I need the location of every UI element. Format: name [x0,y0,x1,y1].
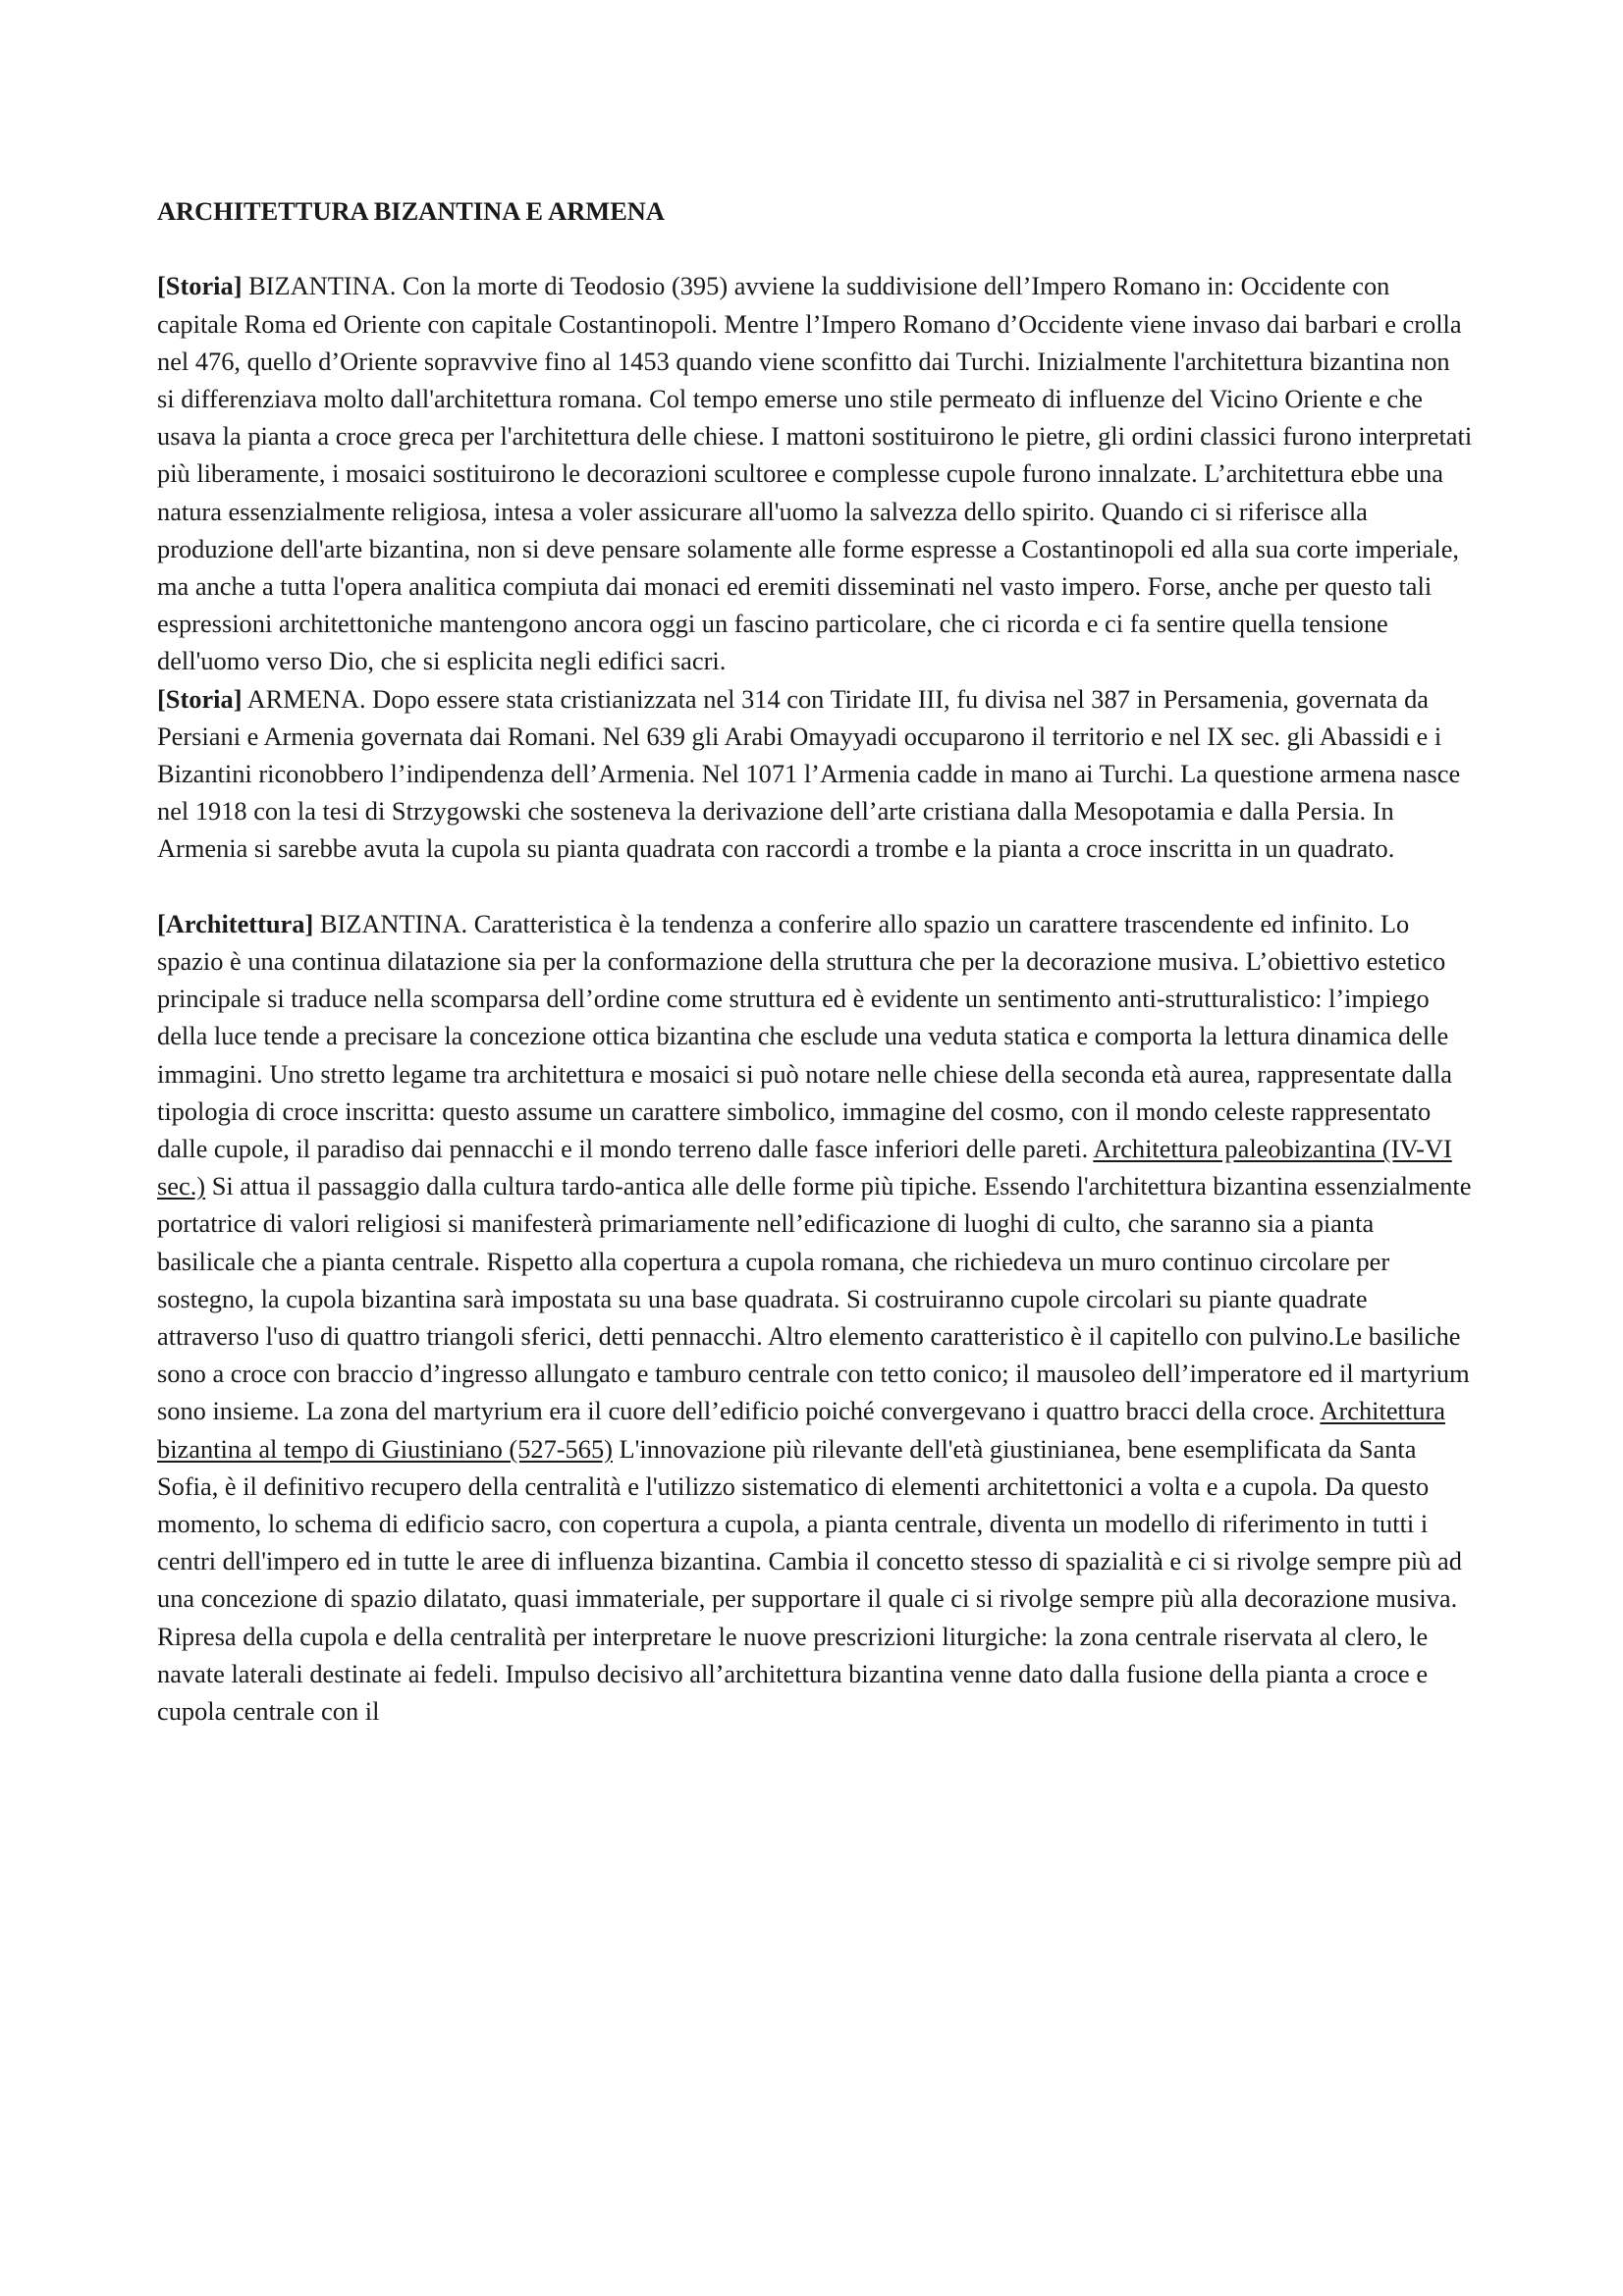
paragraph-text: BIZANTINA. Con la morte di Teodosio (395) avviene la suddivisione dell’Impero Romano in: Occidente con capitale Roma ed Oriente con capitale Costantinopoli. Mentre l’Impero Romano d’Occidente viene invaso dai barbari e crolla nel 476, quello d’Oriente sopravvive fino al 1453 quando viene sconfitto dai Turchi. Inizialmente l'architettura bizantina non si differenziava molto dall'architettura romana. Col tempo emerse uno stile permeato di influenze del Vicino Oriente e che usava la pianta a croce greca per l'architettura delle chiese. I mattoni sostituirono le pietre, gli ordini classici furono interpretati più liberamente, i mosaici sostituirono le decorazioni scultoree e complesse cupole furono innalzate. L’architettura ebbe una natura essenzialmente religiosa, intesa a voler assicurare all'uomo la salvezza dello spirito. Quando ci si riferisce alla produzione dell'arte bizantina, non si deve pensare solamente alle forme espresse a Costantinopoli ed alla sua corte imperiale, ma anche a tutta l'opera analitica compiuta dai monaci ed eremiti disseminati nel vasto impero. Forse, anche per questo tali espressioni architettoniche mantengono ancora oggi un fascino particolare, che ci ricorda e ci fa sentire quella tensione dell'uomo verso Dio, che si esplicita negli edifici sacri. [157,271,1473,676]
document-page [157,192,1473,1730]
section-label-storia: [Storia] [157,683,243,714]
paragraph-text: L'innovazione più rilevante dell'età giustinianea, bene esemplificata da Santa Sofia, è il definitivo recupero della centralità e l'utilizzo sistematico di elementi architettonici a volta e a cupola. Da questo momento, lo schema di edificio sacro, con copertura a cupola, a pianta centrale, diventa un modello di riferimento in tutti i centri dell'impero ed in tutte le aree di influenza bizantina. Cambia il concetto stesso di spazialità e ci si rivolge sempre più ad una concezione di spazio dilatato, quasi immateriale, per supportare il quale ci si rivolge sempre più alla decorazione musiva. Ripresa della cupola e della centralità per interpretare le nuove prescrizioni liturgiche: la zona centrale riservata al clero, le navate laterali destinate ai fedeli. Impulso decisivo all’architettura bizantina venne dato dalla fusione della pianta a croce e cupola centrale con il [157,1433,1462,1727]
paragraph-storia-armena [157,680,1473,868]
paragraph-spacer [157,230,1473,267]
section-label-storia: [Storia] [157,271,243,301]
paragraph-text: ARMENA. Dopo essere stata cristianizzata nel 314 con Tiridate III, fu divisa nel 387 in Persamenia, governata da Persiani e Armenia governata dai Romani. Nel 639 gli Arabi Omayyadi occuparono il territorio e nel IX sec. gli Abassidi e i Bizantini riconobbero l’indipendenza dell’Armenia. Nel 1071 l’Armenia cadde in mano ai Turchi. La questione armena nasce nel 1918 con la tesi di Strzygowski che sosteneva la derivazione dell’arte cristiana dalla Mesopotamia e dalla Persia. In Armenia si sarebbe avuta la cupola su pianta quadrata con raccordi a trombe e la pianta a croce inscritta in un quadrato. [157,683,1461,864]
subheading-paleobizantina: Architettura paleobizantina (IV-VI sec.) [157,1134,1452,1201]
paragraph-architettura-bizantina [157,905,1473,1730]
paragraph-spacer [157,868,1473,905]
section-label-architettura: [Architettura] [157,908,314,938]
paragraph-text: BIZANTINA. Caratteristica è la tendenza a conferire allo spazio un carattere trascendente ed infinito. Lo spazio è una continua dilatazione sia per la conformazione della struttura che per la decorazione musiva. L’obiettivo estetico principale si traduce nella scomparsa dell’ordine come struttura ed è evidente un sentimento anti-strutturalistico: l’impiego della luce tende a precisare la concezione ottica bizantina che esclude una veduta statica e comporta la lettura dinamica delle immagini. Uno stretto legame tra architettura e mosaici si può notare nelle chiese della seconda età aurea, rappresentate dalla tipologia di croce inscritta: questo assume un carattere simbolico, immagine del cosmo, con il mondo celeste rappresentato dalle cupole, il paradiso dai pennacchi e il mondo terreno dalle fasce inferiori delle pareti. [157,908,1452,1164]
paragraph-storia-bizantina [157,267,1473,679]
subheading-giustiniano: Architettura bizantina al tempo di Giustiniano (527-565) [157,1396,1445,1464]
document-title: ARCHITETTURA BIZANTINA E ARMENA [157,196,665,226]
paragraph-text: Si attua il passaggio dalla cultura tardo-antica alle delle forme più tipiche. Essendo l'architettura bizantina essenzialmente portatrice di valori religiosi si manifesterà primariamente nell’edificazione di luoghi di culto, che saranno sia a pianta basilicale che a pianta centrale. Rispetto alla copertura a cupola romana, che richiedeva un muro continuo circolare per sostegno, la cupola bizantina sarà impostata su una base quadrata. Si costruiranno cupole circolari su piante quadrate attraverso l'uso di quattro triangoli sferici, detti pennacchi. Altro elemento caratteristico è il capitello con pulvino.Le basiliche sono a croce con braccio d’ingresso allungato e tamburo centrale con tetto conico; il mausoleo dell’imperatore ed il martyrium sono insieme. La zona del martyrium era il cuore dell’edificio poiché convergevano i quattro bracci della croce. [157,1171,1472,1426]
